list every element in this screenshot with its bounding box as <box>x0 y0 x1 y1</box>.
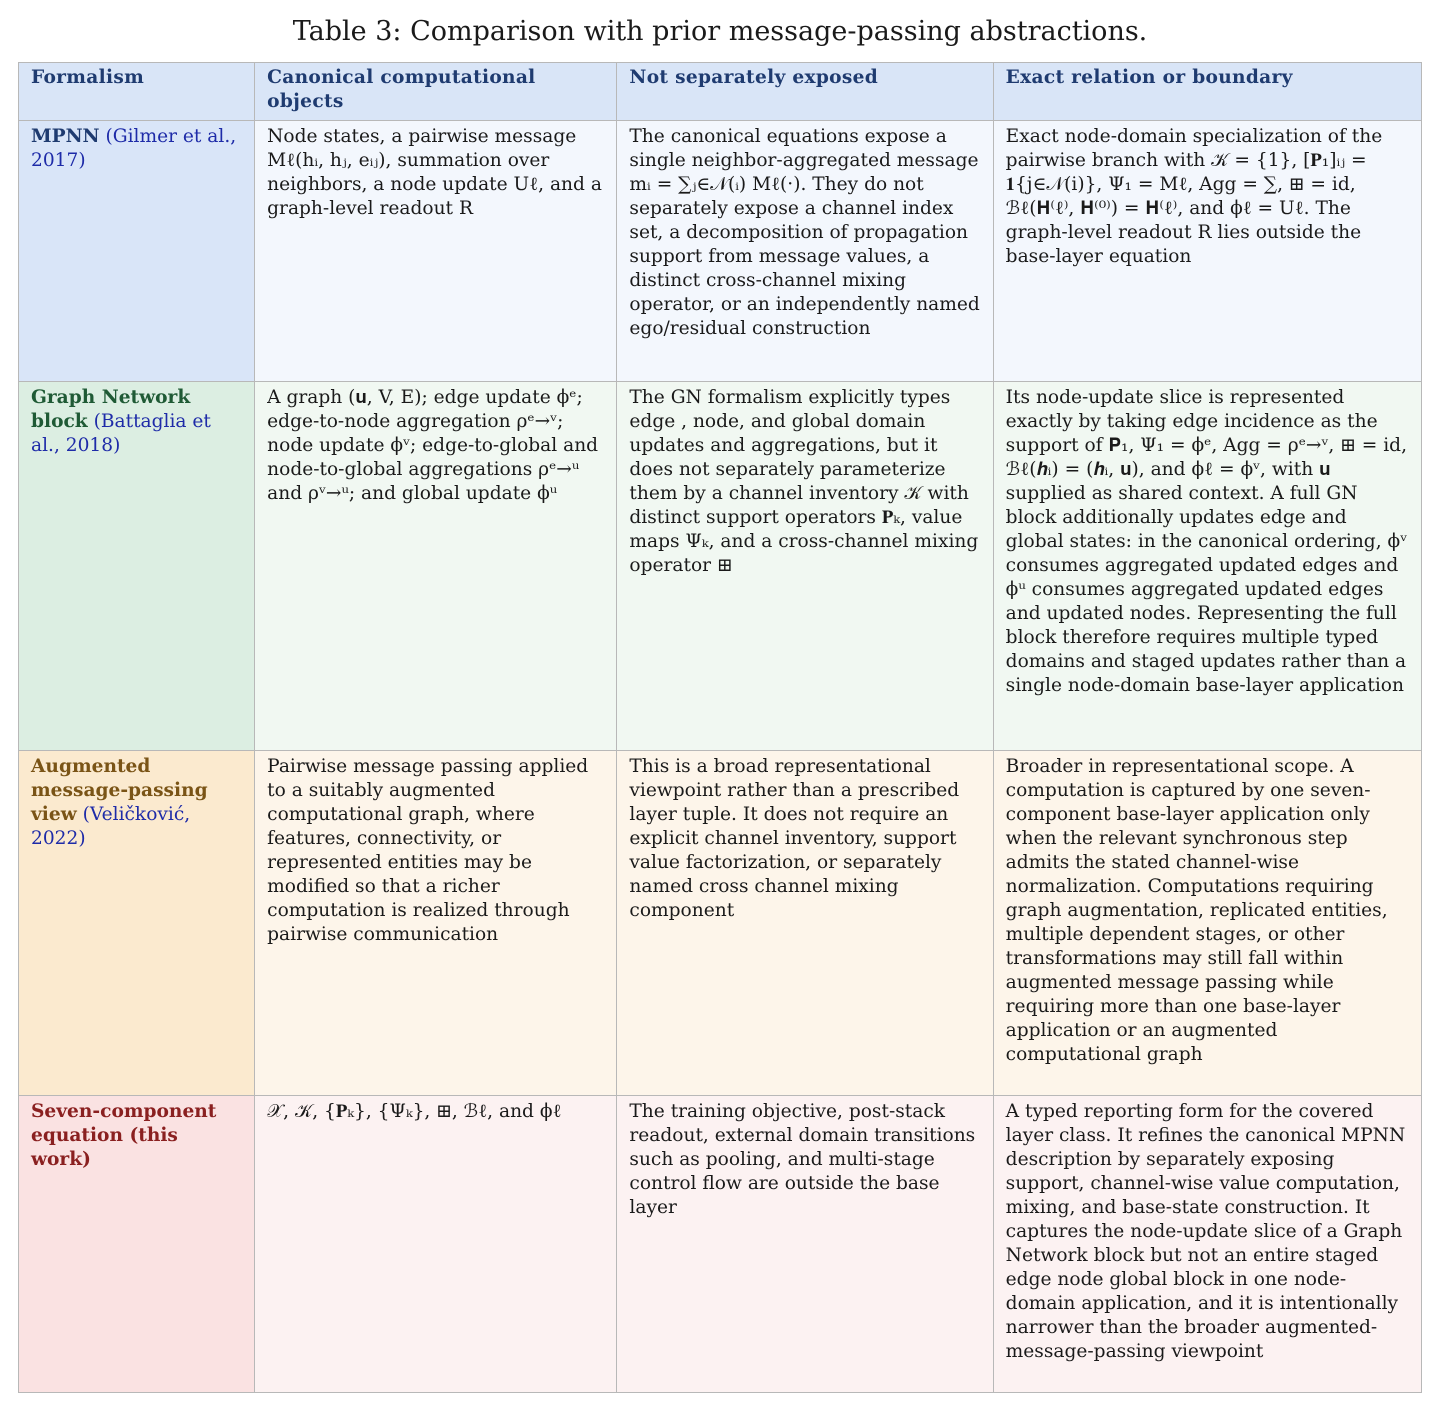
citation-link[interactable]: (Battaglia et al., 2018) <box>31 411 211 456</box>
citation-link[interactable]: (Veličković, 2022) <box>31 804 191 849</box>
formalism-cell <box>19 382 255 751</box>
relation-cell: Its node-update slice is represented exactly by taking edge incidence as the support of 𝐏₁, Ψ₁ = ϕᵉ, Agg = ρᵉ→ᵛ, ⊞ = id, ℬℓ(𝒉ᵢ) = (𝒉ᵢ, 𝐮), and ϕℓ = ϕᵛ, with 𝐮 supplied as shared context. A full GN block additionally updates edge and global states: in the canonical ordering, ϕᵛ consumes aggregated updated edges and ϕᵘ consumes aggregated updated edges and updated nodes. Representing the full block therefore requires multiple typed domains and staged updates rather than a single node-domain base-layer application <box>993 382 1421 751</box>
not-exposed-cell: This is a broad representational viewpoint rather than a prescribed layer tuple. It does not require an explicit channel inventory, support value factorization, or separately named cross channel mixing component <box>617 751 993 1096</box>
header-not-exposed: Not separately exposed <box>617 63 993 121</box>
comparison-table <box>18 62 1422 1393</box>
not-exposed-cell: The GN formalism explicitly types edge , node, and global domain updates and aggregations, but it does not separately parameterize them by a channel inventory 𝒦 with distinct support operators 𝐏ₖ, value maps Ψₖ, and a cross-channel mixing operator ⊞ <box>617 382 993 751</box>
not-exposed-cell: The canonical equations expose a single neighbor-aggregated message mᵢ = ∑ⱼ∈𝒩(ᵢ) Mℓ(·). They do not separately expose a channel index set, a decomposition of propagation support from message values, a distinct cross-channel mixing operator, or an independently named ego/residual construction <box>617 121 993 382</box>
table-caption: Table 3: Comparison with prior message-passing abstractions. <box>292 16 1148 47</box>
objects-cell: 𝒳, 𝒦, {𝐏ₖ}, {Ψₖ}, ⊞, ℬℓ, and ϕℓ <box>255 1096 617 1393</box>
table-row <box>19 121 1422 382</box>
table-row <box>19 1096 1422 1393</box>
formalism-cell <box>19 121 255 382</box>
header-row <box>19 63 1422 121</box>
formalism-cell <box>19 751 255 1096</box>
formalism-name: Graph Network block <box>31 387 191 432</box>
table-row <box>19 751 1422 1096</box>
header-formalism: Formalism <box>19 63 255 121</box>
objects-cell: Pairwise message passing applied to a suitably augmented computational graph, where features, connectivity, or represented entities may be modified so that a richer computation is realized through pairwise communication <box>255 751 617 1096</box>
not-exposed-cell: The training objective, post-stack readout, external domain transitions such as pooling, and multi-stage control flow are outside the base layer <box>617 1096 993 1393</box>
formalism-name: Seven-component equation (this work) <box>31 1101 217 1170</box>
objects-cell: A graph (𝐮, V, E); edge update ϕᵉ; edge-to-node aggregation ρᵉ→ᵛ; node update ϕᵛ; edge-to-global and node-to-global aggregations ρᵉ→ᵘ and ρᵛ→ᵘ; and global update ϕᵘ <box>255 382 617 751</box>
citation-link[interactable]: (Gilmer et al., 2017) <box>31 126 237 171</box>
formalism-name: Augmented message-passing view <box>31 756 208 825</box>
header-objects: Canonical computational objects <box>255 63 617 121</box>
objects-cell: Node states, a pairwise message Mℓ(hᵢ, hⱼ, eᵢⱼ), summation over neighbors, a node update Uℓ, and a graph-level readout R <box>255 121 617 382</box>
relation-cell: A typed reporting form for the covered layer class. It refines the canonical MPNN description by separately exposing support, channel-wise value computation, mixing, and base-state construction. It captures the node-update slice of a Graph Network block but not an entire staged edge node global block in one node-domain application, and it is intentionally narrower than the broader augmented-message-passing viewpoint <box>993 1096 1421 1393</box>
formalism-cell <box>19 1096 255 1393</box>
relation-cell: Broader in representational scope. A computation is captured by one seven-component base-layer application only when the relevant synchronous step admits the stated channel-wise normalization. Computations requiring graph augmentation, replicated entities, multiple dependent stages, or other transformations may still fall within augmented message passing while requiring more than one base-layer application or an augmented computational graph <box>993 751 1421 1096</box>
table-row <box>19 382 1422 751</box>
header-relation: Exact relation or boundary <box>993 63 1421 121</box>
formalism-name: MPNN <box>31 126 100 147</box>
relation-cell: Exact node-domain specialization of the pairwise branch with 𝒦 = {1}, [𝐏₁]ᵢⱼ = 𝟏{j∈𝒩(i)}, Ψ₁ = Mℓ, Agg = ∑, ⊞ = id, ℬℓ(𝐇⁽ℓ⁾, 𝐇⁽⁰⁾) = 𝐇⁽ℓ⁾, and ϕℓ = Uℓ. The graph-level readout R lies outside the base-layer equation <box>993 121 1421 382</box>
